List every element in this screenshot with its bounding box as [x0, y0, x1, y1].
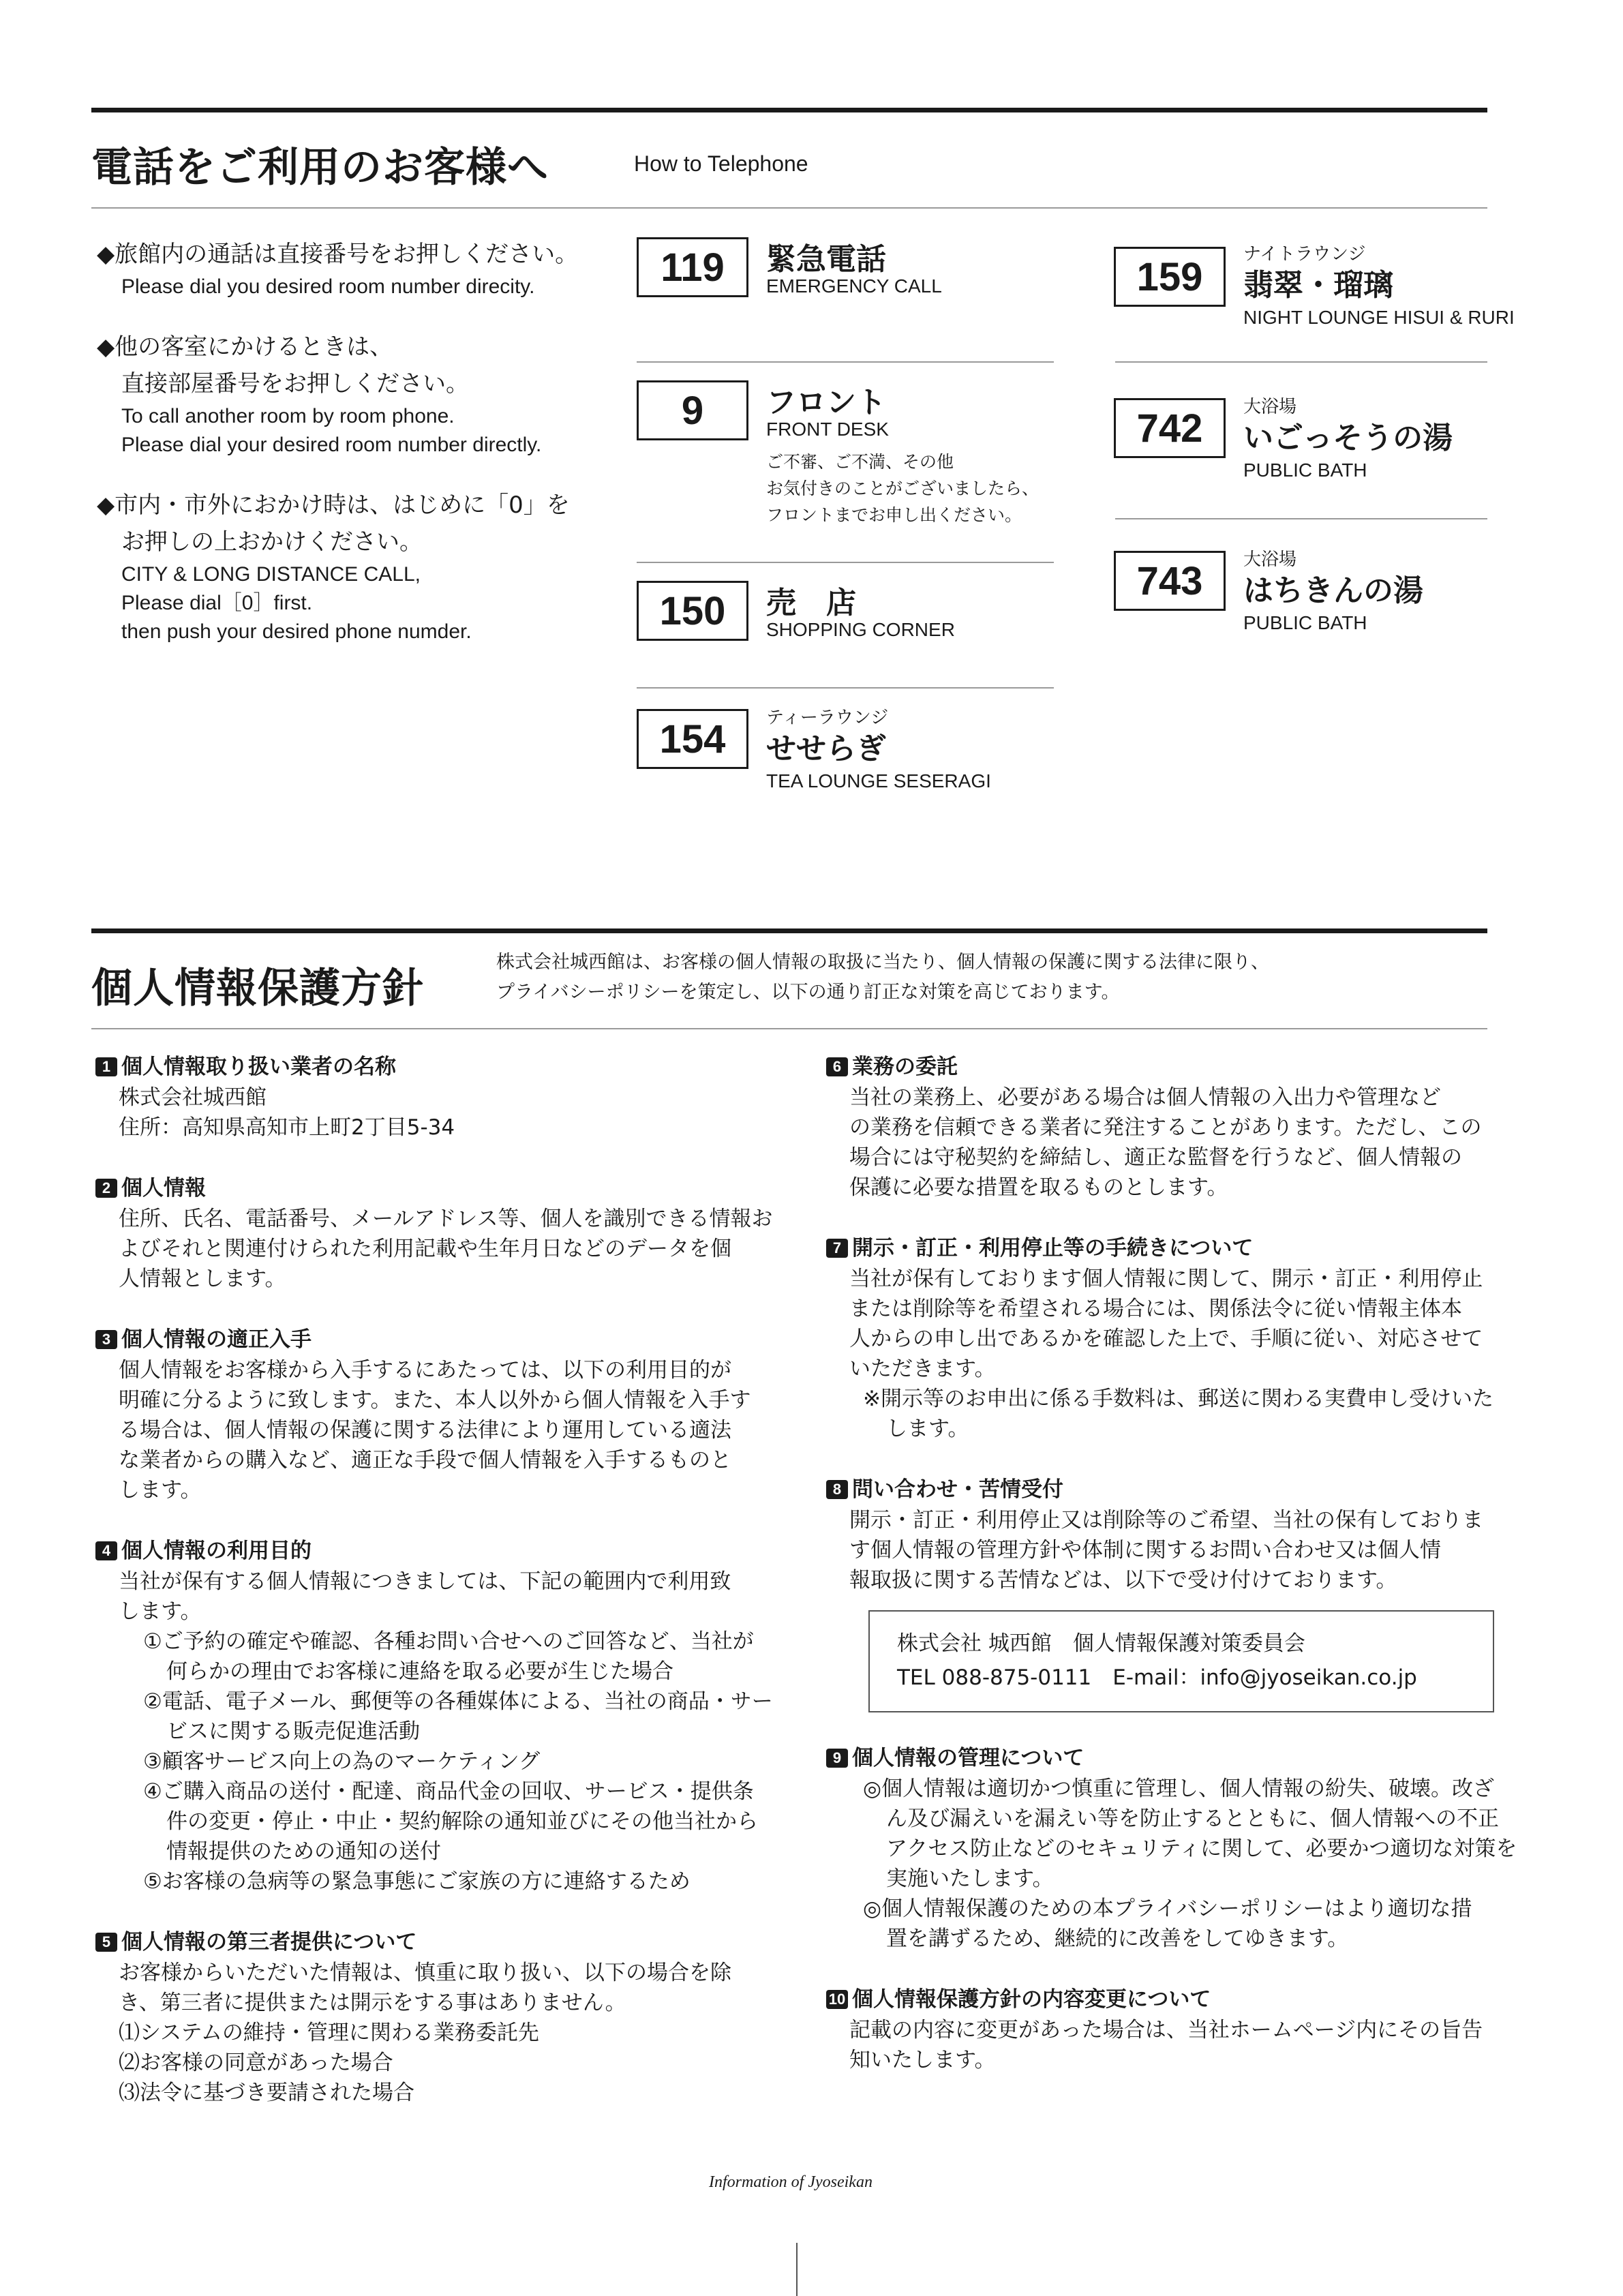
policy-item-title [823, 1051, 1491, 1083]
footer-caption: Information of Jyoseikan [709, 2173, 873, 2191]
instruction-text: ◆市内・市外におかけ時は、はじめに「0」を [97, 492, 570, 519]
policy-line: 個人情報をお客様から入手するにあたっては、以下の利用目的が [119, 1358, 731, 1383]
phone-number: 743 [1114, 551, 1226, 611]
instruction-text-en: To call another room by room phone. [121, 405, 455, 427]
policy-item-title [823, 1984, 1491, 2015]
policy-item-title-text: 個人情報 [121, 1176, 206, 1200]
phone-number: 119 [637, 237, 748, 297]
policy-subline: ◎個人情報保護のための本プライバシーポリシーはより適切な措 [863, 1897, 1472, 1921]
item-number-badge: 6 [826, 1057, 848, 1076]
policy-item-title-text: 業務の委託 [852, 1055, 958, 1079]
item-number-badge: 9 [826, 1749, 848, 1768]
policy-subline: 情報提供のための通知の送付 [166, 1839, 441, 1864]
privacy-lead [496, 948, 1269, 1008]
phone-entry-en: PUBLIC BATH [1243, 459, 1367, 481]
policy-line: 株式会社城西館 [119, 1085, 267, 1110]
telephone-title: 電話をご利用のお客様へ [91, 144, 549, 192]
item-number-badge: 5 [95, 1933, 117, 1952]
policy-item-title [823, 1742, 1491, 1774]
policy-line: お客様からいただいた情報は、慎重に取り扱い、以下の場合を除 [119, 1961, 731, 1985]
phone-entry-name: フロント [766, 385, 886, 420]
policy-line: 明確に分るように致します。また、本人以外から個人情報を入手す [119, 1388, 751, 1413]
policy-item-title-text: 個人情報の管理について [852, 1746, 1084, 1770]
policy-line: 開示・訂正・利用停止又は削除等のご希望、当社の保有しておりま [849, 1508, 1483, 1532]
policy-subline: ②電話、電子メール、郵便等の各種媒体による、当社の商品・サー [143, 1689, 773, 1714]
phone-entry-en: FRONT DESK [766, 419, 889, 440]
policy-line: よびそれと関連付けられた利用記載や生年月日などのデータを個 [119, 1237, 731, 1261]
policy-line: または削除等を希望される場合には、関係法令に従い情報主体本 [849, 1297, 1462, 1321]
policy-subline: します。 [886, 1417, 969, 1441]
phone-number: 9 [637, 380, 748, 440]
privacy-title: 個人情報保護方針 [91, 965, 424, 1012]
policy-line: 当社が保有する個人情報につきましては、下記の範囲内で利用致 [119, 1569, 731, 1594]
policy-item-title-text: 問い合わせ・苦情受付 [852, 1477, 1063, 1502]
phone-entry-name: せせらぎ [766, 731, 886, 766]
policy-item-title [93, 1051, 761, 1083]
policy-line: 知いたします。 [849, 2048, 996, 2072]
footer-divider [796, 2243, 798, 2296]
policy-line: 保護に必要な措置を取るものとします。 [849, 1175, 1228, 1200]
phone-entry-note: ご不審、ご不満、その他 [766, 452, 954, 472]
policy-item-9 [823, 1742, 1517, 1954]
contact-tel-email[interactable]: TEL 088-875-0111 E-mail：info@jyoseikan.co.jp [897, 1665, 1417, 1690]
phone-entry-en: SHOPPING CORNER [766, 619, 955, 640]
phone-entry-note: フロントまでお申し出ください。 [766, 505, 1022, 525]
policy-item-8 [823, 1474, 1491, 1712]
instruction-text-en: CITY & LONG DISTANCE CALL, [121, 563, 421, 586]
policy-item-title [93, 1324, 761, 1355]
phone-number: 742 [1114, 398, 1226, 458]
policy-item-title-text: 個人情報の利用目的 [121, 1539, 312, 1563]
policy-item-title-text: 個人情報の第三者提供について [121, 1930, 417, 1954]
telephone-instructions [97, 236, 615, 674]
policy-item-title [93, 1927, 761, 1958]
phone-entry-en: TEA LOUNGE SESERAGI [766, 770, 991, 791]
divider [1115, 518, 1487, 519]
policy-line: ⑶法令に基づき要請された場合 [119, 2081, 414, 2105]
policy-item-title [93, 1535, 761, 1567]
policy-item-title-text: 個人情報の適正入手 [121, 1327, 312, 1352]
policy-line: な業者からの購入など、適正な手段で個人情報を入手するものと [119, 1448, 731, 1472]
instruction-text-en: Please dial your desired room number directly. [121, 434, 542, 456]
policy-subline: 置を講ずるため、継続的に改善をしてゆきます。 [886, 1927, 1349, 1951]
policy-line: 人情報とします。 [119, 1267, 286, 1291]
policy-subline: ビスに関する販売促進活動 [166, 1719, 420, 1744]
item-number-badge: 4 [95, 1541, 117, 1560]
policy-item-2 [93, 1173, 773, 1294]
policy-line: す個人情報の管理方針や体制に関するお問い合わせ又は個人情 [849, 1538, 1441, 1562]
instruction-text-en: Please dial［0］first. [121, 592, 313, 614]
policy-item-1 [93, 1051, 761, 1143]
contact-committee: 株式会社 城西館 個人情報保護対策委員会 [897, 1631, 1305, 1656]
policy-item-3 [93, 1324, 761, 1505]
policy-line: 住所、氏名、電話番号、メールアドレス等、個人を識別できる情報お [119, 1207, 773, 1231]
policy-right-column [823, 1051, 1517, 2105]
instruction-text: ◆他の客室にかけるときは、 [97, 333, 393, 361]
policy-line: ⑵お客様の同意があった場合 [119, 2051, 393, 2075]
policy-subline: ①ご予約の確定や確認、各種お問い合せへのご回答など、当社が [143, 1629, 754, 1654]
phone-entry-category: 大浴場 [1243, 397, 1297, 417]
policy-line: 当社の業務上、必要がある場合は個人情報の入出力や管理など [849, 1085, 1441, 1110]
policy-subline: ※開示等のお申出に係る手数料は、郵送に関わる実費申し受けいた [863, 1387, 1493, 1411]
policy-item-5 [93, 1927, 761, 2108]
policy-item-title-text: 開示・訂正・利用停止等の手続きについて [852, 1236, 1254, 1260]
instruction-text: 直接部屋番号をお押しください。 [121, 370, 469, 397]
policy-subline: 何らかの理由でお客様に連絡を取る必要が生じた場合 [166, 1659, 673, 1684]
policy-line: 記載の内容に変更があった場合は、当社ホームページ内にその旨告 [849, 2018, 1483, 2042]
privacy-title-rule [91, 1028, 1487, 1029]
policy-left-column [93, 1051, 773, 2138]
phone-entry-category: 大浴場 [1243, 549, 1297, 570]
policy-item-10 [823, 1984, 1491, 2075]
instruction-text: ◆旅館内の通話は直接番号をお押しください。 [97, 241, 579, 268]
contact-box [868, 1610, 1494, 1712]
policy-line: の業務を信頼できる業者に発注することがあります。ただし、この [849, 1115, 1482, 1140]
top-rule [91, 108, 1487, 112]
policy-line: 当社が保有しております個人情報に関して、開示・訂正・利用停止 [849, 1267, 1483, 1291]
policy-item-title-text: 個人情報取り扱い業者の名称 [121, 1055, 396, 1079]
phone-entry-en: PUBLIC BATH [1243, 612, 1367, 633]
instruction-text: お押しの上おかけください。 [121, 528, 423, 556]
phone-entry-en: NIGHT LOUNGE HISUI & RURI [1243, 307, 1515, 328]
divider [637, 687, 1054, 689]
privacy-lead-line: 株式会社城西館は、お客様の個人情報の取扱に当たり、個人情報の保護に関する法律に限り、 [496, 952, 1269, 973]
phone-entry-en: EMERGENCY CALL [766, 275, 942, 297]
policy-item-title-text: 個人情報保護方針の内容変更について [852, 1987, 1211, 2012]
phone-entry-name: 売 店 [766, 586, 856, 620]
policy-subline: ③顧客サービス向上の為のマーケティング [143, 1749, 541, 1774]
instruction-internal [97, 236, 615, 301]
divider [637, 361, 1054, 363]
policy-subline: アクセス防止などのセキュリティに関して、必要かつ適切な対策を [886, 1837, 1517, 1861]
privacy-rule [91, 928, 1487, 933]
item-number-badge: 2 [95, 1179, 117, 1198]
item-number-badge: 10 [826, 1990, 848, 2009]
phone-entry-category: ティーラウンジ [766, 708, 889, 728]
phone-entry-category: ナイトラウンジ [1243, 244, 1366, 265]
policy-item-title [823, 1474, 1491, 1505]
item-number-badge: 8 [826, 1480, 848, 1499]
phone-entry-name: 緊急電話 [766, 242, 886, 277]
divider [637, 562, 1054, 563]
instruction-room [97, 329, 615, 459]
phone-entry-name: はちきんの湯 [1243, 573, 1423, 608]
item-number-badge: 3 [95, 1330, 117, 1349]
policy-line: いただきます。 [849, 1357, 996, 1381]
policy-item-title [823, 1233, 1491, 1264]
policy-subline: ⑤お客様の急病等の緊急事態にご家族の方に連絡するため [143, 1869, 691, 1894]
instruction-text-en: Please dial you desired room number direcity. [121, 275, 535, 298]
item-number-badge: 7 [826, 1239, 848, 1258]
policy-item-6 [823, 1051, 1491, 1203]
policy-line: します。 [119, 1599, 202, 1624]
item-number-badge: 1 [95, 1057, 117, 1076]
policy-line: る場合は、個人情報の保護に関する法律により運用している適法 [119, 1418, 731, 1442]
phone-entry-name: 翡翠・瑠璃 [1243, 268, 1393, 303]
phone-entry-note: お気付きのことがございましたら、 [766, 479, 1040, 498]
telephone-subtitle: How to Telephone [634, 151, 808, 176]
policy-subline: ん及び漏えいを漏えい等を防止するとともに、個人情報への不正 [886, 1807, 1499, 1831]
instruction-text-en: then push your desired phone numder. [121, 620, 472, 643]
divider [1115, 361, 1487, 363]
policy-subline: ◎個人情報は適切かつ慎重に管理し、個人情報の紛失、破壊。改ざ [863, 1777, 1495, 1801]
phone-number: 159 [1114, 247, 1226, 307]
policy-subline: 件の変更・停止・中止・契約解除の通知並びにその他当社から [166, 1809, 758, 1834]
policy-line: き、第三者に提供または開示をする事はありません。 [119, 1991, 626, 2015]
policy-line: ⑴システムの維持・管理に関わる業務委託先 [119, 2021, 539, 2045]
policy-subline: 実施いたします。 [886, 1867, 1054, 1891]
policy-line: 報取扱に関する苦情などは、以下で受け付けております。 [849, 1568, 1397, 1592]
policy-line: 住所：高知県高知市上町2丁目5-34 [119, 1115, 455, 1140]
privacy-lead-line: プライバシーポリシーを策定し、以下の通り訂正な対策を高じております。 [496, 982, 1120, 1003]
policy-item-title [93, 1173, 761, 1204]
policy-item-4 [93, 1535, 773, 1897]
telephone-title-rule [91, 207, 1487, 209]
instruction-outside [97, 487, 615, 646]
policy-item-7 [823, 1233, 1491, 1444]
policy-line: します。 [119, 1478, 202, 1502]
policy-subline: ④ご購入商品の送付・配達、商品代金の回収、サービス・提供条 [143, 1779, 754, 1804]
policy-line: 場合には守秘契約を締結し、適正な監督を行うなど、個人情報の [849, 1145, 1462, 1170]
policy-line: 人からの申し出であるかを確認した上で、手順に従い、対応させて [849, 1327, 1483, 1351]
phone-entry-name: いごっそうの湯 [1243, 421, 1453, 455]
phone-number: 150 [637, 581, 748, 641]
phone-number: 154 [637, 709, 748, 769]
